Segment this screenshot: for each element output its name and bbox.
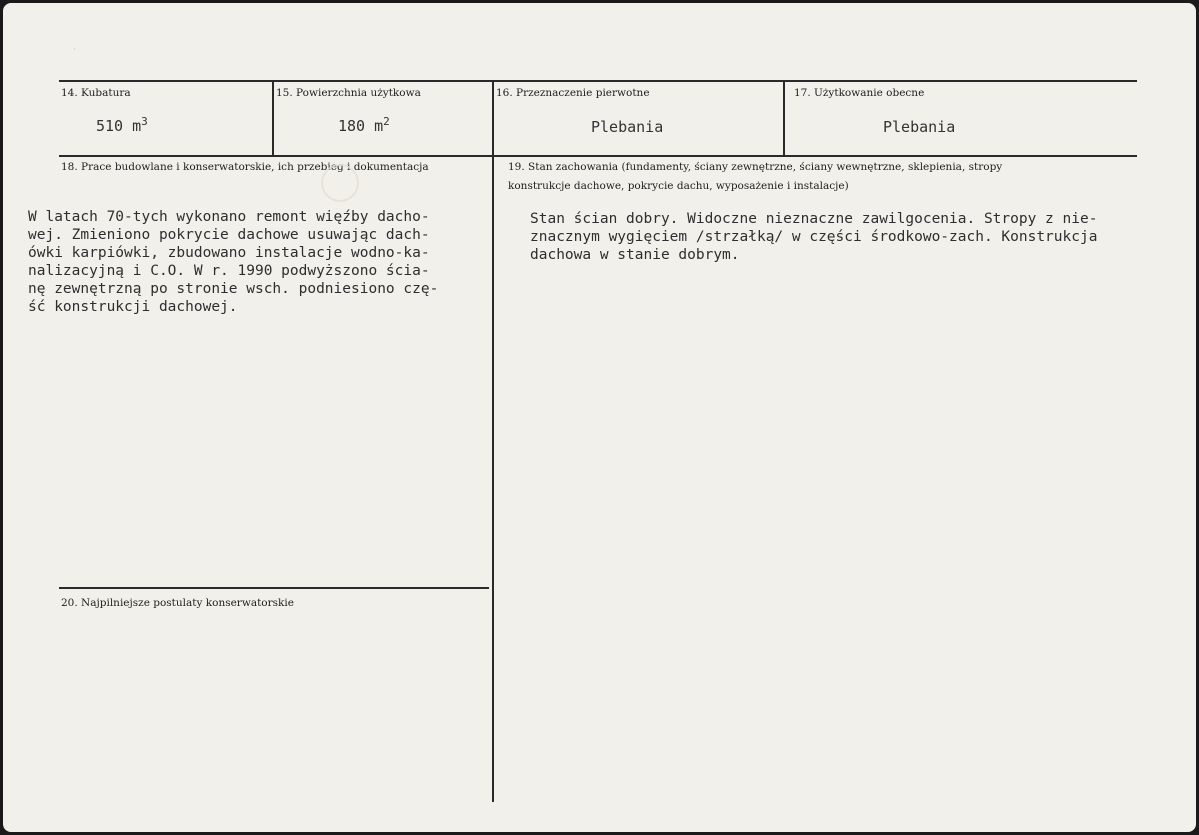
field-18-line: ść konstrukcji dachowej. [28,299,238,315]
field-19-line: dachowa w stanie dobrym. [530,247,740,263]
field-19-label-line2: konstrukcje dachowe, pokrycie dachu, wyposażenie i instalacje) [508,180,849,192]
top-rule [59,80,1137,82]
section-20-rule [59,587,489,589]
field-15-label: 15. Powierzchnia użytkowa [276,87,421,99]
field-16-value: Plebania [591,118,664,136]
row-rule [59,155,1137,157]
divider-16-17 [783,80,785,155]
field-19-line: znacznym wygięciem /strzałką/ w części środkowo-zach. Konstrukcja [530,229,1098,245]
field-14-label: 14. Kubatura [61,87,131,99]
field-17-value: Plebania [883,118,956,136]
field-19-label-line1: 19. Stan zachowania (fundamenty, ściany zewnętrzne, ściany wewnętrzne, sklepienia, stropy [508,161,1003,173]
stamp-ring [321,164,359,202]
field-14-value: 510 $m^3$ [96,115,148,135]
field-18-line: nalizacyjną i C.O. W r. 1990 podwyższono ścia- [28,263,430,279]
scan-speck: · [73,45,76,55]
field-18-line: nę zewnętrzną po stronie wsch. podniesiono czę- [28,281,439,297]
field-18-line: wej. Zmieniono pokrycie dachowe usuwając dach- [28,227,430,243]
field-18-line: ówki karpiówki, zbudowano instalacje wodno-ka- [28,245,430,261]
field-15-value: 180 $m^2$ [338,115,390,135]
record-card [3,3,1196,832]
field-17-label: 17. Użytkowanie obecne [794,87,925,99]
divider-15-16 [492,80,494,802]
field-19-line: Stan ścian dobry. Widoczne nieznaczne zawilgocenia. Stropy z nie- [530,211,1098,227]
field-20-label: 20. Najpilniejsze postulaty konserwatorskie [61,597,294,609]
divider-14-15 [272,80,274,155]
field-16-label: 16. Przeznaczenie pierwotne [496,87,650,99]
field-18-line: W latach 70-tych wykonano remont więźby dacho- [28,209,430,225]
field-18-label: 18. Prace budowlane i konserwatorskie, ich przebieg i dokumentacja [61,161,429,173]
